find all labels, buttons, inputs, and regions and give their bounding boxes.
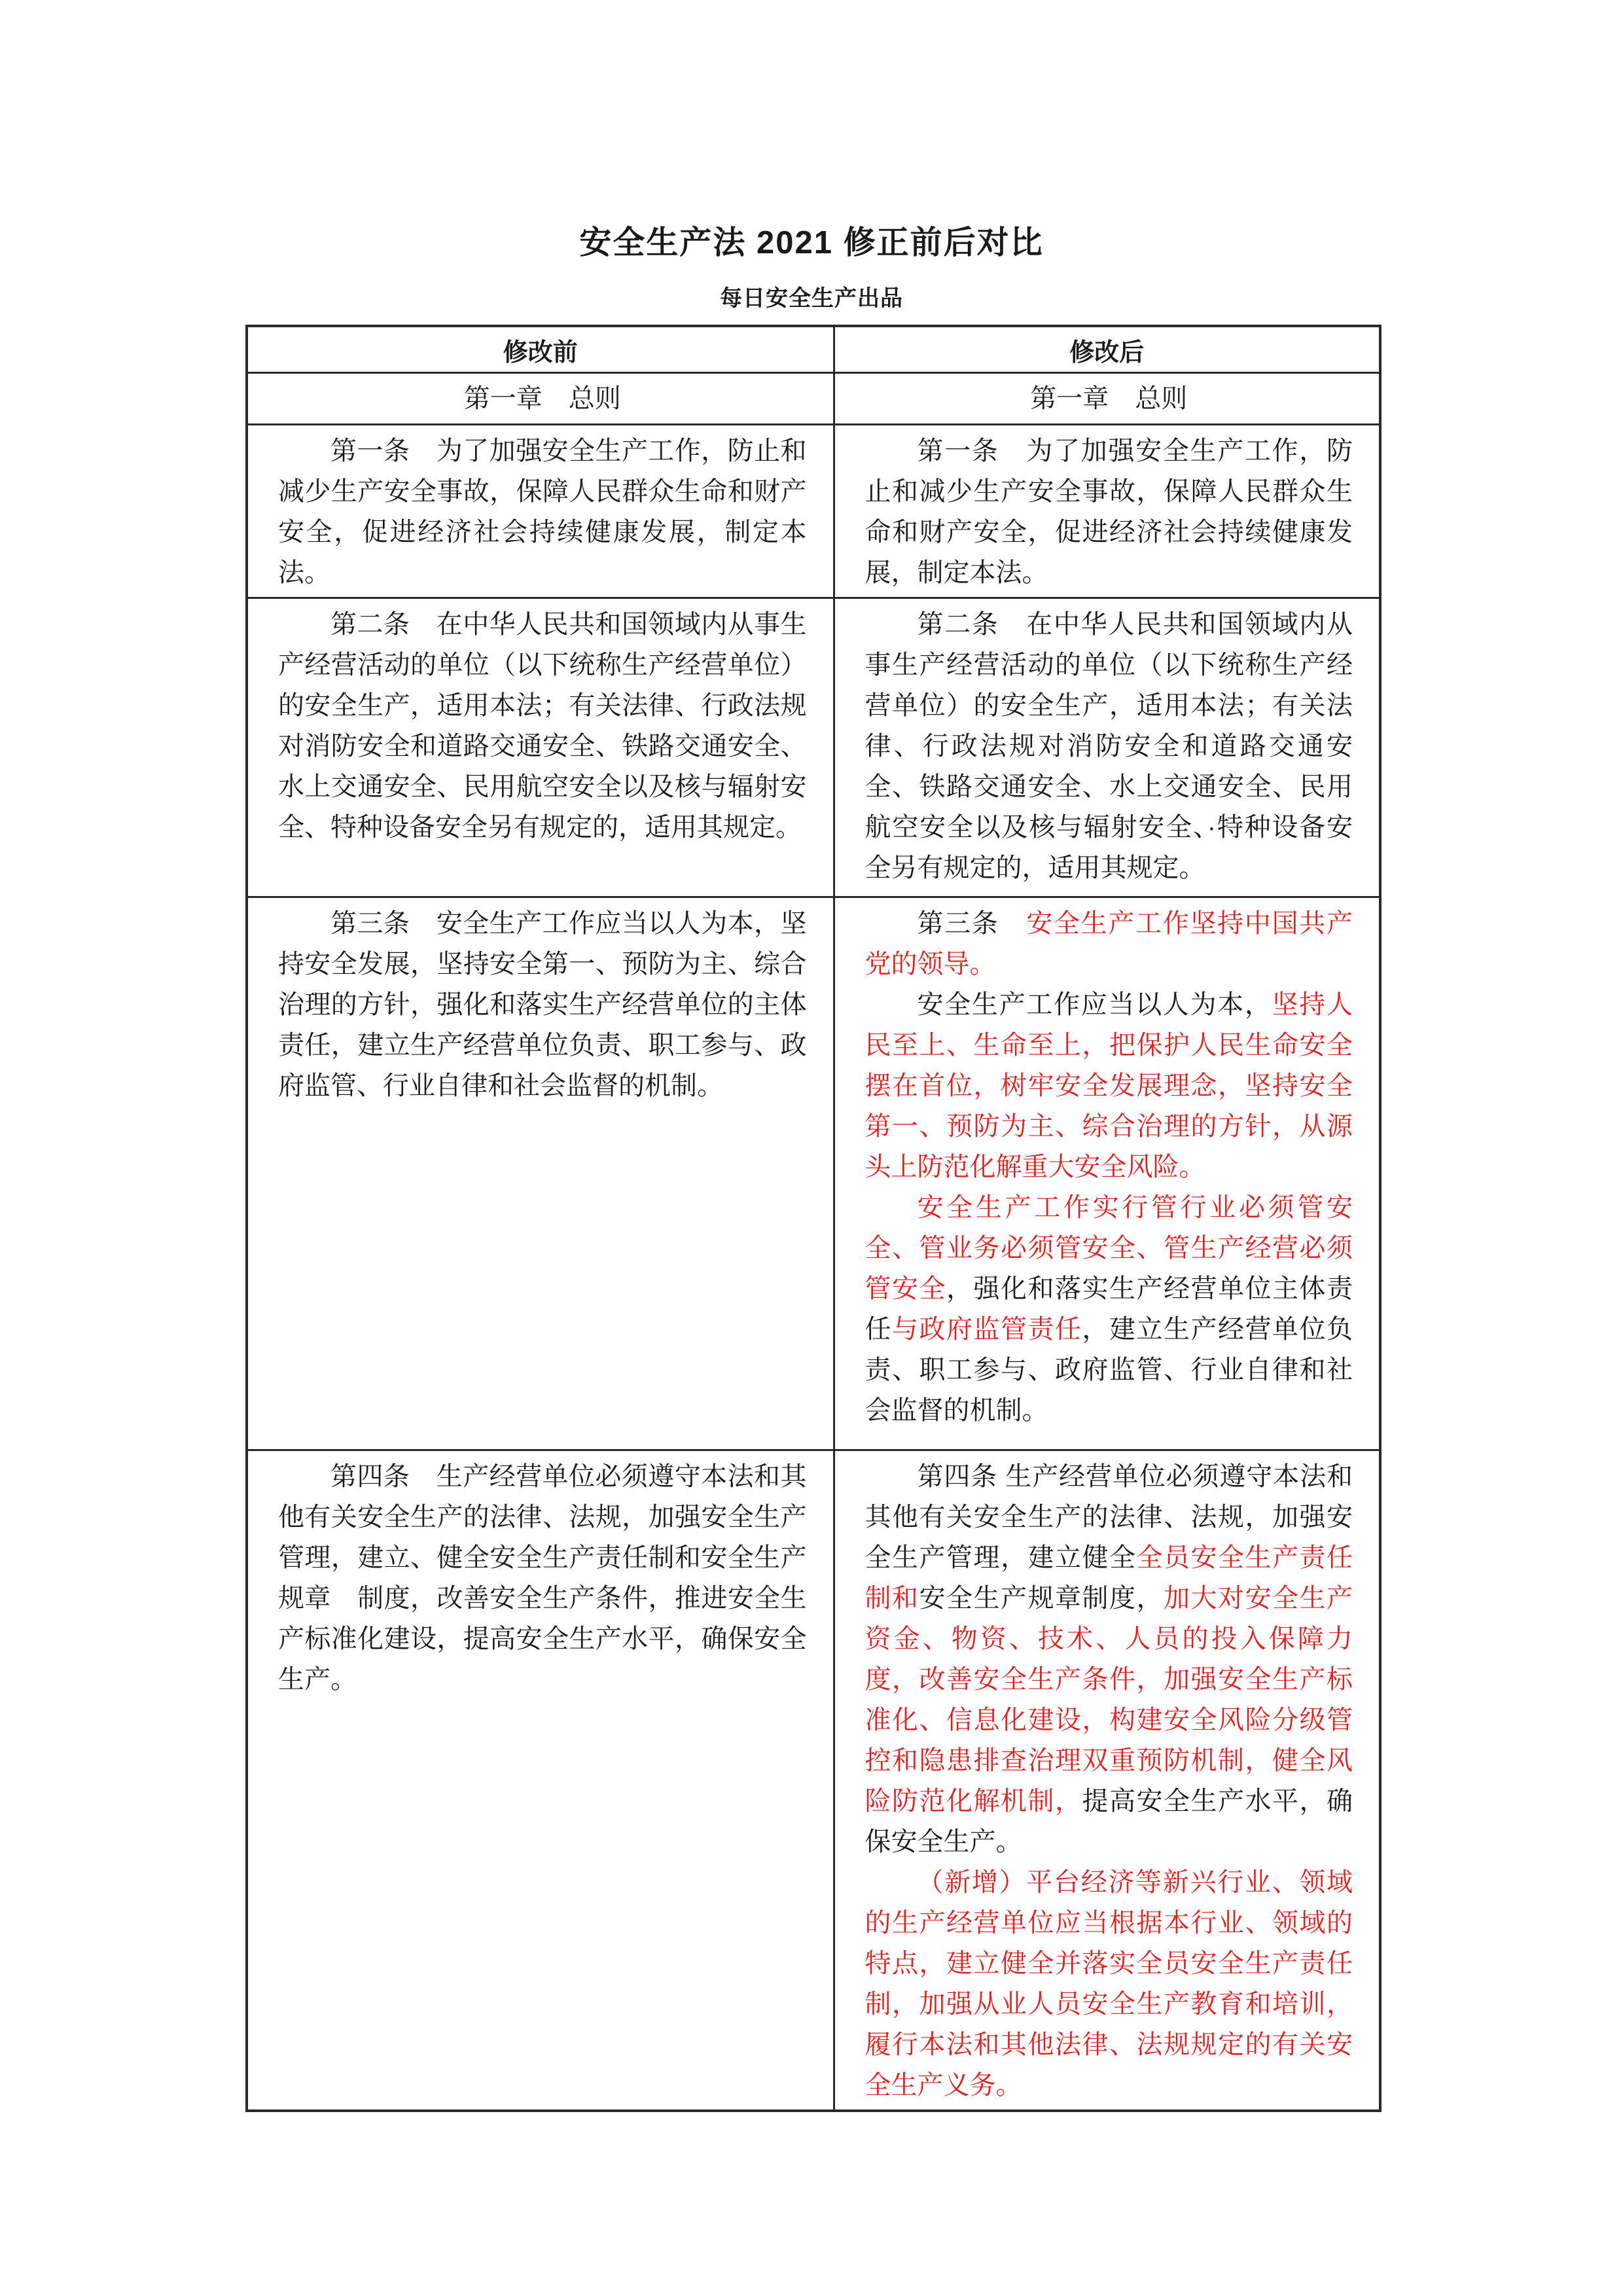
paragraph (278, 903, 807, 1106)
table-row-chapter-1 (247, 373, 1380, 425)
paragraph (865, 378, 1353, 419)
revised-text-segment: 全员安全生产责任制和 (865, 1543, 1353, 1613)
article-1-after-cell (834, 425, 1380, 598)
paragraph (865, 1862, 1353, 2106)
text-segment: 提高安全生产水平，确保安全生产。 (865, 1787, 1353, 1856)
paragraph (278, 604, 807, 848)
chapter-1-before-cell (247, 373, 834, 425)
paragraph (865, 604, 1353, 888)
article-2-after-cell (834, 598, 1380, 897)
revised-text-segment: 安全生产工作实行管行业必须管安全、管业务必须管安全、管生产经营必须管安全 (865, 1193, 1353, 1303)
text-segment: 第二条 在中华人民共和国领域内从事生产经营活动的单位（以下统称生产经营单位）的安全生产，适用本法；有关法律、行政法规对消防安全和道路交通安全、铁路交通安全、水上交通安全、民用航空安全以及核与辐射安全、特种设备安全另有规定的，适用其规定。 (278, 610, 807, 842)
text-segment: ，强化和落实生产经营单位主体责任 (865, 1274, 1353, 1344)
text-segment: 第二条 在中华人民共和国领域内从事生产经营活动的单位（以下统称生产经营单位）的安全生产，适用本法；有关法律、行政法规对消防安全和道路交通安全、铁路交通安全、水上交通安全、民用航空安全以及核与辐射安全、·特种设备安全另有规定的，适用其规定。 (865, 610, 1353, 882)
article-4-after-cell (834, 1450, 1380, 2111)
paragraph (865, 1187, 1353, 1431)
text-segment: 安全生产规章制度， (919, 1584, 1164, 1613)
revised-text-segment: 与政府监管责任 (892, 1315, 1082, 1344)
paragraph (278, 431, 807, 593)
text-segment: 安全生产工作应当以人为本， (917, 990, 1272, 1019)
revised-text-segment: 加大对安全生产资金、物资、技术、人员的投入保障力度，改善安全生产条件，加强安全生产标准化、信息化建设，构建安全风险分级管控和隐患排查治理双重预防机制，健全风险防范化解机制， (865, 1584, 1353, 1816)
column-header-after: 修改后 (834, 326, 1380, 373)
paragraph (865, 984, 1353, 1187)
revised-text-segment: 安全生产工作坚持中国共产党的领导。 (865, 909, 1353, 978)
table-row-article-3 (247, 897, 1380, 1450)
text-segment: 第三条 安全生产工作应当以人为本，坚持安全发展，坚持安全第一、预防为主、综合治理的方针，强化和落实生产经营单位的主体责任，建立生产经营单位负责、职工参与、政府监管、行业自律和社会监督的机制。 (278, 909, 807, 1100)
paragraph (278, 378, 807, 419)
text-segment: 第四条 生产经营单位必须遵守本法和其他有关安全生产的法律、法规，加强安全生产管理，建立、健全安全生产责任制和安全生产规章 制度，改善安全生产条件，推进安全生产标准化建设，提高安全生产水平，确保安全生产。 (278, 1462, 807, 1694)
page-subtitle: 每日安全生产出品 (720, 286, 903, 311)
table-header-row (247, 326, 1380, 373)
revised-text-segment: （新增）平台经济等新兴行业、领域的生产经营单位应当根据本行业、领域的特点，建立健全并落实全员安全生产责任制，加强从业人员安全生产教育和培训，履行本法和其他法律、法规规定的有关安全生产义务。 (865, 1868, 1353, 2100)
article-3-before-cell (247, 897, 834, 1450)
paragraph (865, 1456, 1353, 1862)
article-2-before-cell (247, 598, 834, 897)
page-title: 安全生产法 2021 修正前后对比 (579, 225, 1044, 260)
text-segment: 第一章 总则 (1030, 384, 1188, 413)
article-1-before-cell (247, 425, 834, 598)
table-row-article-2 (247, 598, 1380, 897)
comparison-table (245, 325, 1382, 2112)
text-segment: 第三条 (917, 909, 1027, 938)
table-row-article-1 (247, 425, 1380, 598)
column-header-before: 修改前 (247, 326, 834, 373)
article-4-before-cell (247, 1450, 834, 2111)
article-3-after-cell (834, 897, 1380, 1450)
text-segment: 第一条 为了加强安全生产工作，防止和减少生产安全事故，保障人民群众生命和财产安全，促进经济社会持续健康发展，制定本法。 (865, 437, 1353, 587)
table-row-article-4 (247, 1450, 1380, 2111)
text-segment: 第一条 为了加强安全生产工作，防止和减少生产安全事故，保障人民群众生命和财产安全，促进经济社会持续健康发展，制定本法。 (278, 437, 807, 587)
text-segment: 第一章 总则 (463, 384, 621, 413)
comparison-table-body (247, 373, 1380, 2111)
chapter-1-after-cell (834, 373, 1380, 425)
text-segment: 第四条 生产经营单位必须遵守本法和其他有关安全生产的法律、法规，加强安全生产管理，建立健全 (865, 1462, 1353, 1572)
paragraph (865, 431, 1353, 593)
text-segment: ，建立生产经营单位负责、职工参与、政府监管、行业自律和社会监督的机制。 (865, 1315, 1353, 1425)
paragraph (865, 903, 1353, 984)
revised-text-segment: 坚持人民至上、生命至上，把保护人民生命安全摆在首位，树牢安全发展理念，坚持安全第一、预防为主、综合治理的方针，从源头上防范化解重大安全风险。 (865, 990, 1353, 1181)
paragraph (278, 1456, 807, 1700)
